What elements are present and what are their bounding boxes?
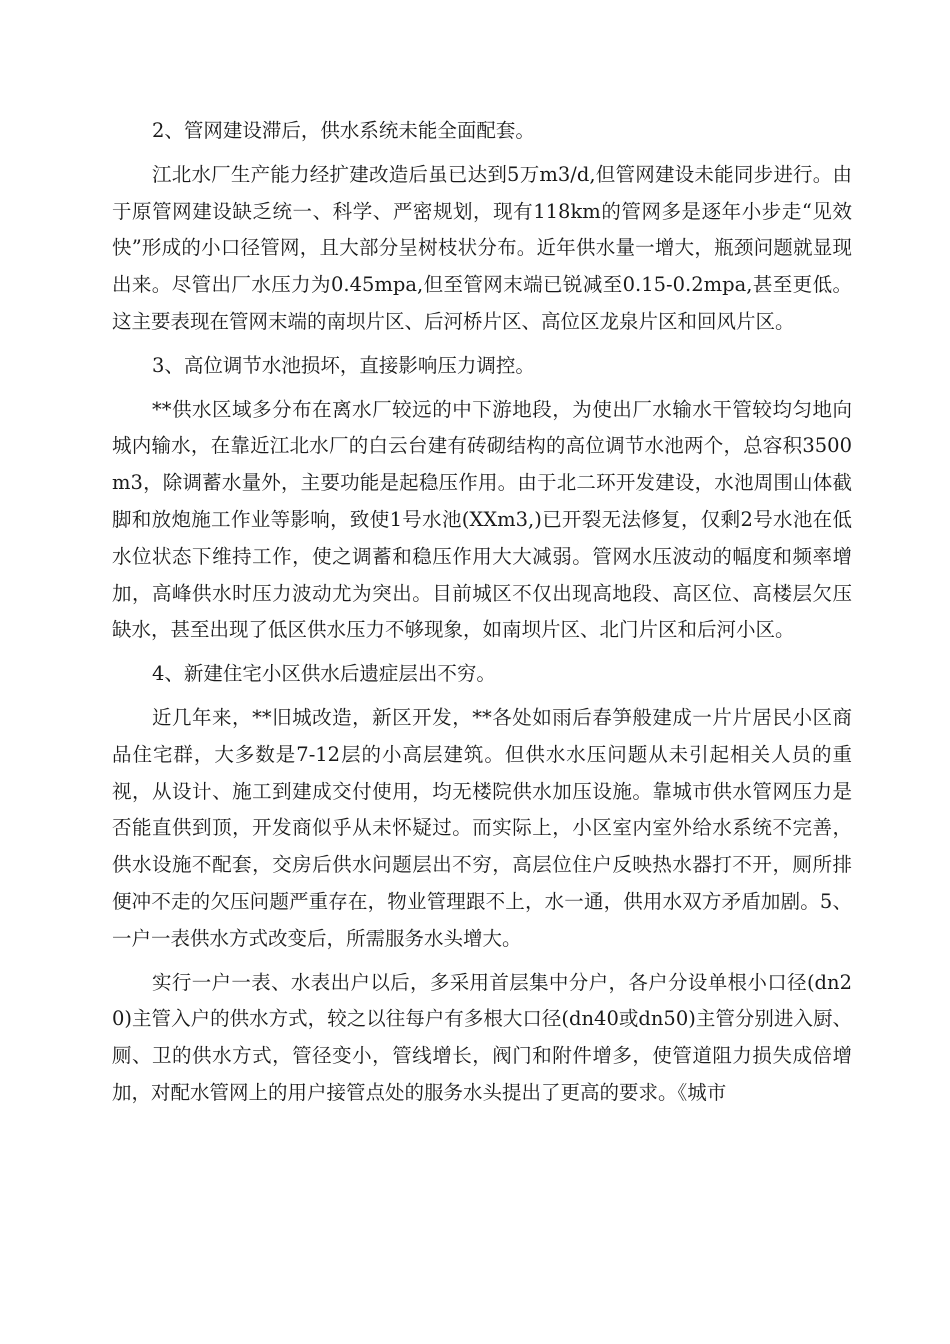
section-heading-3: 3、高位调节水池损坏，直接影响压力调控。 bbox=[152, 353, 535, 377]
section-heading-4: 4、新建住宅小区供水后遗症层出不穷。 bbox=[152, 662, 496, 686]
document-body bbox=[112, 113, 852, 1119]
paragraph: **供水区域多分布在离水厂较远的中下游地段，为使出厂水输水干管较均匀地向城内输水，在靠近江北水厂的白云台建有砖砌结构的高位调节水池两个，总容积3500m3，除调蓄水量外，主要功能是起稳压作用。由于北二环开发建设，水池周围山体截脚和放炮施工作业等影响，致使1号水池(XXm3,)已开裂无法修复，仅剩2号水池在低水位状态下维持工作，使之调蓄和稳压作用大大减弱。管网水压波动的幅度和频率增加，高峰供水时压力波动尤为突出。目前城区不仅出现高地段、高区位、高楼层欠压缺水，甚至出现了低区供水压力不够现象，如南坝片区、北门片区和后河小区。 bbox=[112, 397, 852, 642]
paragraph: 江北水厂生产能力经扩建改造后虽已达到5万m3/d,但管网建设未能同步进行。由于原管网建设缺乏统一、科学、严密规划，现有118km的管网多是逐年小步走“见效快”形成的小口径管网，且大部分呈树枝状分布。近年供水量一增大，瓶颈问题就显现出来。尽管出厂水压力为0.45mpa,但至管网末端已锐减至0.15-0.2mpa,甚至更低。这主要表现在管网末端的南坝片区、后河桥片区、高位区龙泉片区和回风片区。 bbox=[112, 162, 852, 333]
paragraph: 实行一户一表、水表出户以后，多采用首层集中分户，各户分设单根小口径(dn20)主管入户的供水方式，较之以往每户有多根大口径(dn40或dn50)主管分别进入厨、厕、卫的供水方式，管径变小，管线增长，阀门和附件增多，使管道阻力损失成倍增加，对配水管网上的用户接管点处的服务水头提出了更高的要求。《城市 bbox=[112, 970, 852, 1104]
paragraph: 近几年来，**旧城改造，新区开发，**各处如雨后春笋般建成一片片居民小区商品住宅群，大多数是7-12层的小高层建筑。但供水水压问题从未引起相关人员的重视，从设计、施工到建成交付使用，均无楼院供水加压设施。靠城市供水管网压力是否能直供到顶，开发商似乎从未怀疑过。而实际上，小区室内室外给水系统不完善，供水设施不配套，交房后供水问题层出不穷，高层位住户反映热水器打不开，厕所排便冲不走的欠压问题严重存在，物业管理跟不上，水一通，供用水双方矛盾加剧。5、一户一表供水方式改变后，所需服务水头增大。 bbox=[112, 705, 852, 950]
section-heading-2: 2、管网建设滞后，供水系统未能全面配套。 bbox=[152, 119, 535, 142]
